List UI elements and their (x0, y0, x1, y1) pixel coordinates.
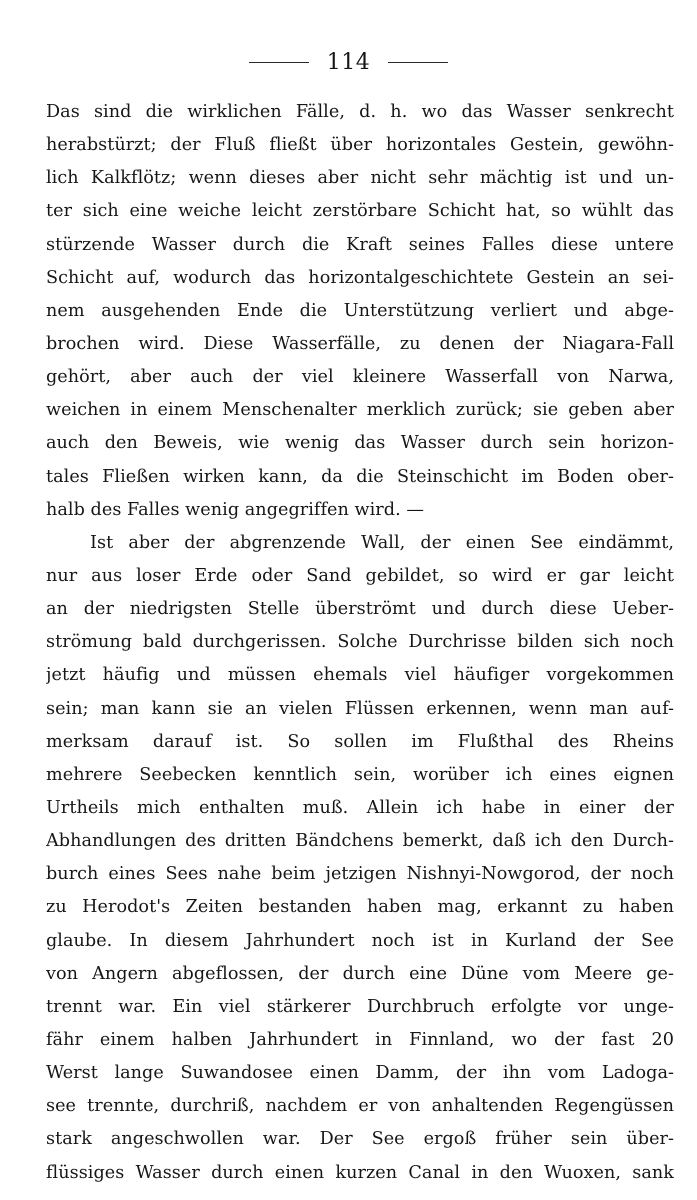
header-rule-right (388, 62, 448, 63)
page-header (0, 45, 697, 79)
text-line: auch den Beweis, wie wenig das Wasser durch sein horizon- (46, 433, 674, 454)
text-line: see trennte, durchriß, nachdem er von anhaltenden Regengüssen (46, 1096, 674, 1117)
text-line: von Angern abgeflossen, der durch eine Düne vom Meere ge- (46, 963, 674, 984)
text-line: Schicht auf, wodurch das horizontalgeschichtete Gestein an sei- (46, 267, 674, 288)
text-line: ter sich eine weiche leicht zerstörbare Schicht hat, so wühlt das (46, 201, 674, 222)
text-line: Werst lange Suwandosee einen Damm, der ihn vom Ladoga- (46, 1063, 674, 1084)
text-line: sein; man kann sie an vielen Flüssen erkennen, wenn man auf- (46, 698, 674, 719)
text-line: Abhandlungen des dritten Bändchens bemerkt, daß ich den Durch- (46, 831, 674, 852)
text-line: mehrere Seebecken kenntlich sein, worüber ich eines eignen (46, 764, 674, 785)
header-rule-left (249, 62, 309, 63)
text-line: gehört, aber auch der viel kleinere Wasserfall von Narwa, (46, 367, 674, 388)
text-line: herabstürzt; der Fluß fließt über horizontales Gestein, gewöhn- (46, 135, 674, 156)
text-line: stürzende Wasser durch die Kraft seines Falles diese untere (46, 234, 674, 255)
text-line: glaube. In diesem Jahrhundert noch ist in Kurland der See (46, 930, 674, 951)
body-text (46, 96, 674, 1190)
text-line: nur aus loser Erde oder Sand gebildet, so wird er gar leicht (46, 565, 674, 586)
text-line: burch eines Sees nahe beim jetzigen Nishnyi-Nowgorod, der noch (46, 864, 674, 885)
text-line: Das sind die wirklichen Fälle, d. h. wo das Wasser senkrecht (46, 102, 674, 122)
text-line: zu Herodot's Zeiten bestanden haben mag, erkannt zu haben (46, 897, 674, 918)
text-line: stark angeschwollen war. Der See ergoß früher sein über- (46, 1129, 674, 1150)
text-line: nem ausgehenden Ende die Unterstützung verliert und abge- (46, 300, 674, 321)
text-line: an der niedrigsten Stelle überströmt und durch diese Ueber- (46, 599, 674, 620)
text-line: brochen wird. Diese Wasserfälle, zu denen der Niagara-Fall (46, 333, 674, 354)
text-line: lich Kalkflötz; wenn dieses aber nicht sehr mächtig ist und un- (46, 168, 674, 189)
text-line: flüssiges Wasser durch einen kurzen Canal in den Wuoxen, sank (46, 1162, 674, 1183)
text-line: merksam darauf ist. So sollen im Flußthal des Rheins (46, 731, 674, 752)
text-line: fähr einem halben Jahrhundert in Finnland, wo der fast 20 (46, 1029, 674, 1050)
text-line: weichen in einem Menschenalter merklich zurück; sie geben aber (46, 400, 674, 421)
text-line: jetzt häufig und müssen ehemals viel häufiger vorgekommen (46, 665, 674, 686)
text-line: Urtheils mich enthalten muß. Allein ich habe in einer der (46, 797, 674, 818)
text-line: halb des Falles wenig angegriffen wird. — (46, 499, 425, 520)
text-line: Ist aber der abgrenzende Wall, der einen See eindämmt, (90, 532, 674, 553)
text-line: strömung bald durchgerissen. Solche Durchrisse bilden sich noch (46, 632, 674, 653)
text-line: trennt war. Ein viel stärkerer Durchbruch erfolgte vor unge- (46, 996, 674, 1017)
text-line: tales Fließen wirken kann, da die Steinschicht im Boden ober- (46, 466, 674, 487)
page-number: 114 (326, 49, 371, 75)
